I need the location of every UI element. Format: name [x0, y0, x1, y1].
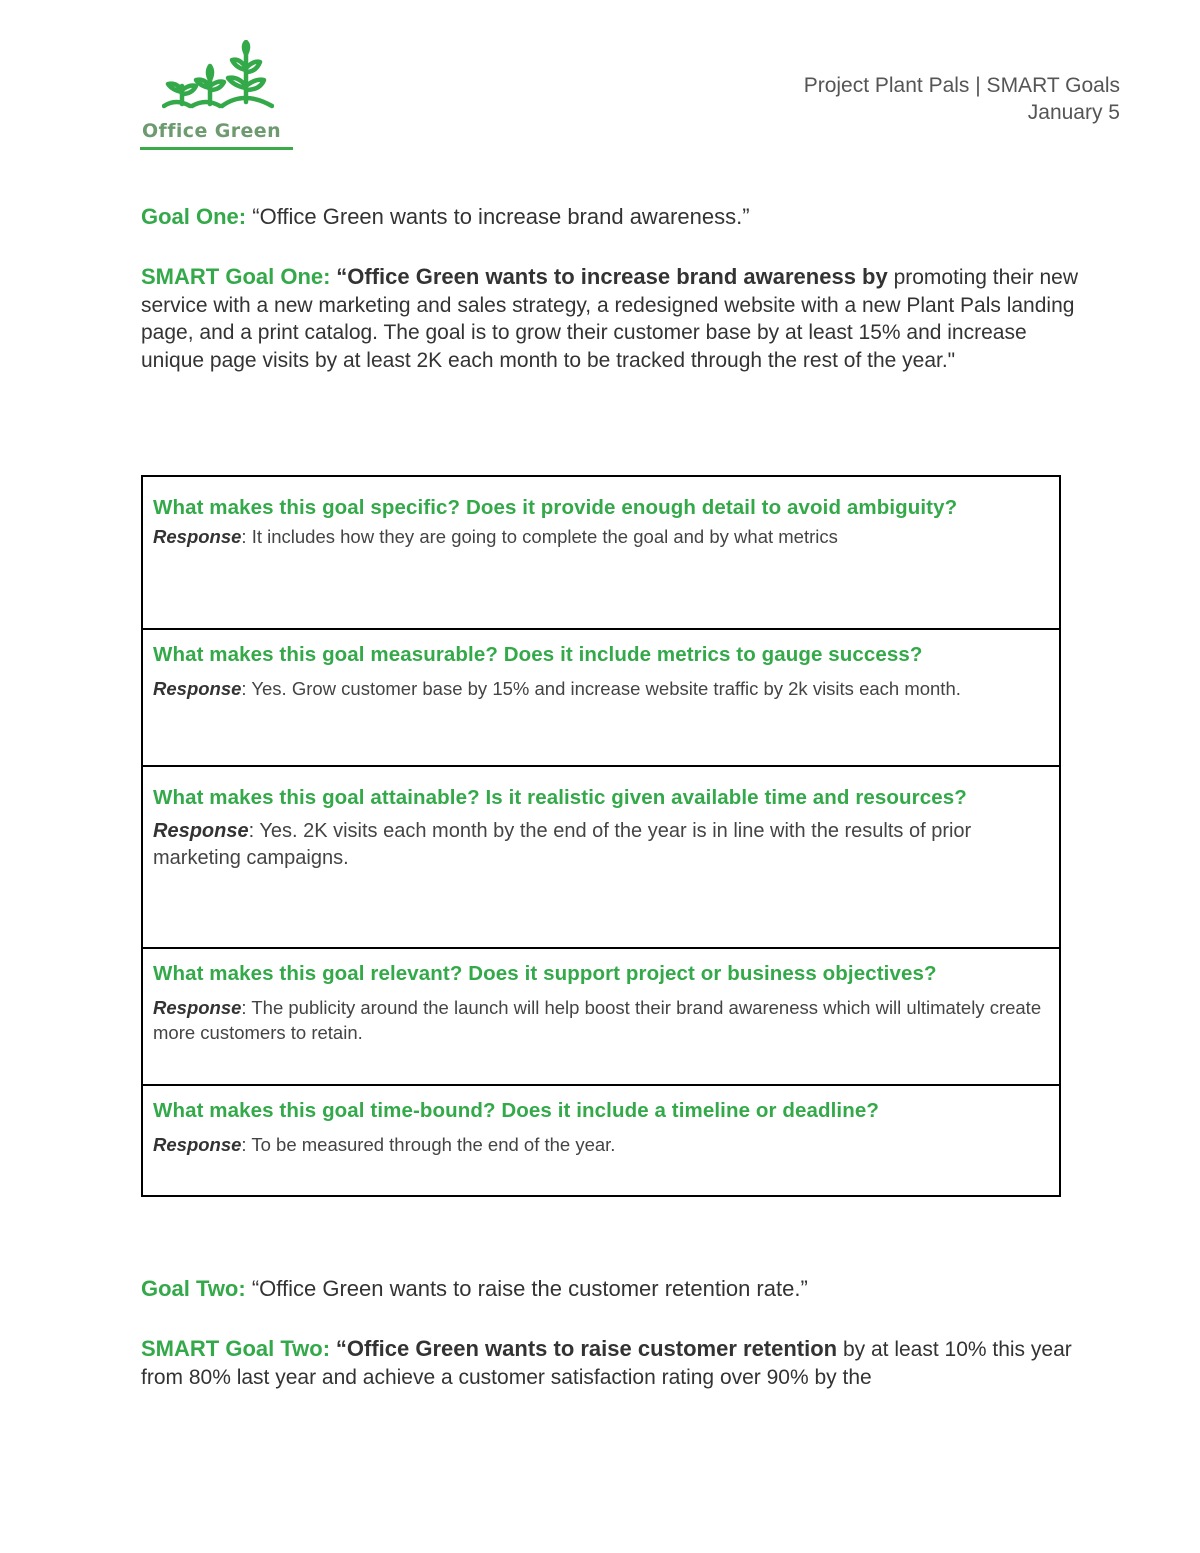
response-measurable [153, 676, 1047, 701]
smart-goal-one [141, 263, 1091, 374]
office-green-logo [140, 40, 294, 154]
response-text: : Yes. Grow customer base by 15% and increase website traffic by 2k visits each month. [241, 678, 961, 699]
goal-one [141, 203, 750, 231]
criteria-row-measurable [143, 630, 1059, 767]
question-measurable: What makes this goal measurable? Does it include metrics to gauge success? [153, 643, 923, 666]
question-relevant: What makes this goal relevant? Does it support project or business objectives? [153, 962, 937, 985]
question-attainable: What makes this goal attainable? Is it realistic given available time and resources? [153, 786, 967, 809]
smart-criteria-table [141, 475, 1061, 1197]
goal-one-label: Goal One: [141, 204, 247, 229]
response-label: Response [153, 997, 242, 1018]
smart-goal-two [141, 1335, 1091, 1391]
response-text: : The publicity around the launch will help boost their brand awareness which will ultimately create more customers to retain. [153, 997, 1042, 1043]
smart-goal-two-bold: “Office Green wants to raise customer retention [335, 1336, 838, 1361]
response-label: Response [153, 678, 242, 699]
response-label: Response [153, 1134, 242, 1155]
goal-two-text: “Office Green wants to raise the customer retention rate.” [251, 1276, 808, 1301]
smart-goal-one-label: SMART Goal One: [141, 264, 331, 289]
response-time-bound [153, 1132, 1047, 1157]
response-attainable [153, 818, 1047, 872]
response-text: : Yes. 2K visits each month by the end of the year is in line with the results of prior marketing campaigns. [153, 820, 972, 869]
sprouting-plants-icon [162, 40, 274, 116]
document-header [804, 72, 1120, 126]
goal-two [141, 1275, 808, 1303]
header-date: January 5 [1027, 101, 1120, 124]
smart-goal-one-rest: promoting their new service with a new marketing and sales strategy, a redesigned website with a new Plant Pals landing page, and a print catalog. The goal is to grow their customer base by at least 15% and increase unique page visits by at least 2K each month to be tracked through the rest of the year." [141, 266, 1078, 372]
response-label: Response [153, 526, 242, 547]
logo-underline [140, 147, 293, 150]
smart-goal-two-label: SMART Goal Two: [141, 1336, 331, 1361]
response-relevant [153, 995, 1047, 1045]
logo-text: Office Green [142, 120, 282, 142]
response-text: : It includes how they are going to complete the goal and by what metrics [241, 526, 838, 547]
criteria-row-time-bound [143, 1086, 1059, 1196]
response-label: Response [153, 820, 249, 842]
response-text: : To be measured through the end of the year. [241, 1134, 616, 1155]
smart-goal-two-rest: by at least 10% this year from 80% last year and achieve a customer satisfaction rating over 90% by the [141, 1338, 1072, 1389]
goal-one-text: “Office Green wants to increase brand awareness.” [252, 204, 750, 229]
smart-goal-one-bold: “Office Green wants to increase brand awareness by [336, 264, 888, 289]
question-time-bound: What makes this goal time-bound? Does it include a timeline or deadline? [153, 1099, 879, 1122]
criteria-row-specific [143, 477, 1059, 630]
criteria-row-attainable [143, 767, 1059, 949]
criteria-row-relevant [143, 949, 1059, 1086]
question-specific: What makes this goal specific? Does it provide enough detail to avoid ambiguity? [153, 496, 958, 519]
goal-two-label: Goal Two: [141, 1276, 246, 1301]
header-project: Project Plant Pals | SMART Goals [803, 74, 1120, 97]
